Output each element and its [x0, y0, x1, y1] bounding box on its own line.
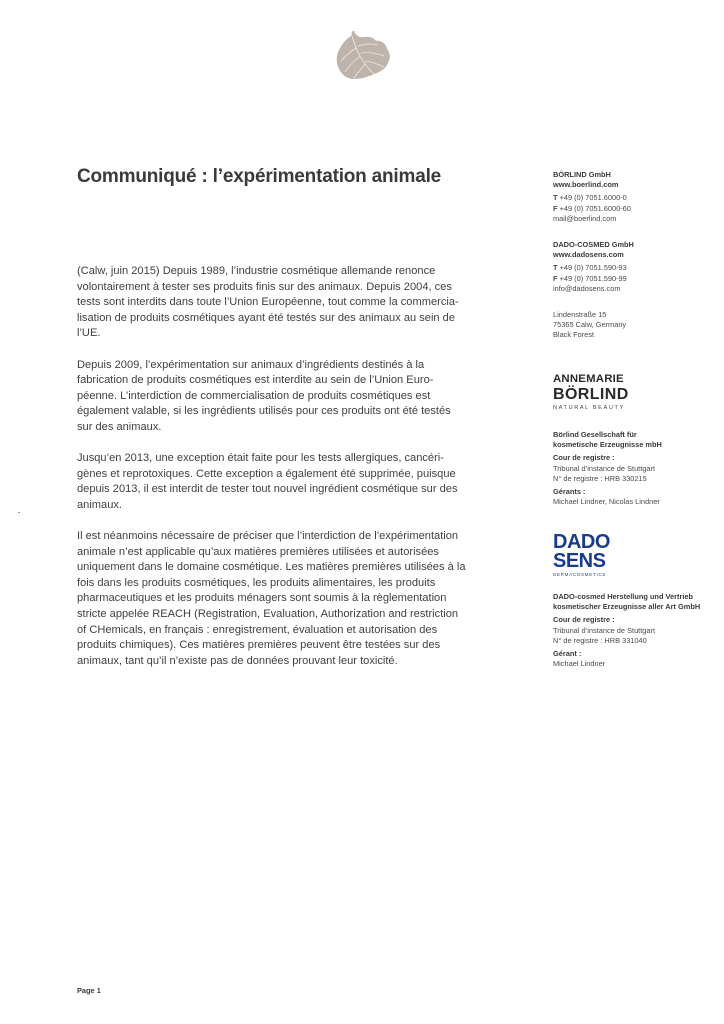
register-line: N° de registre : HRB 330215	[553, 473, 647, 483]
address-line: Black Forest	[553, 330, 595, 340]
dado-sens-logo: DADO SENS DERMACOSMETICS	[553, 531, 610, 577]
text-line: (Calw, juin 2015) Depuis 1989, l’industrie cosmétique allemande renonce	[77, 265, 436, 277]
text-line: pharmaceutiques et les produits ménagers sont soumis à la règlementation	[77, 592, 447, 605]
text-line: uniquement dans le domaine cosmétique. Les matières premières utilisées à la	[77, 561, 466, 574]
text-line: tests sont interdits dans toute l’Union Européenne, tout comme la commercia-	[77, 296, 459, 309]
website-link[interactable]: www.boerlind.com	[553, 180, 619, 190]
email-link[interactable]: info@dadosens.com	[553, 283, 621, 293]
text-line: animaux, tant qu’il n’existe pas de données prouvant leur toxicité.	[77, 654, 398, 667]
company-legal-name: kosmetischer Erzeugnisse aller Art GmbH	[553, 602, 701, 612]
text-line: animaux.	[77, 498, 123, 511]
address-line: 75365 Calw, Germany	[553, 320, 627, 330]
fax-line: F +49 (0) 7051.590-99	[553, 273, 627, 283]
text-line: produits chimiques). Ces matières premières peuvent être testées sur des	[77, 639, 441, 652]
fax-line: F +49 (0) 7051.6000-60	[553, 203, 631, 213]
phone-line: T +49 (0) 7051.590-93	[553, 263, 627, 273]
company-name: BÖRLIND GmbH	[553, 170, 611, 179]
text-line: stricte appelée REACH (Registration, Evaluation, Authorization and restriction	[77, 608, 459, 621]
text-line: l’UE.	[77, 327, 101, 340]
company-legal-name: Börlind Gesellschaft für	[553, 430, 637, 439]
text-line: animale n’est applicable qu’aux matières premières utilisées et autorisées	[77, 545, 439, 558]
text-line: fois dans les produits cosmétiques, les produits alimentaires, les produits	[77, 576, 436, 589]
company-name: DADO-COSMED GmbH	[553, 240, 634, 249]
phone-line: T +49 (0) 7051.6000-0	[553, 193, 627, 203]
managers-label: Gérants :	[553, 487, 586, 497]
company-legal-name: kosmetische Erzeugnisse mbH	[553, 440, 662, 450]
text-line: sur des animaux.	[77, 420, 162, 433]
body-text	[77, 264, 513, 685]
margin-mark	[18, 512, 20, 513]
text-line: fabrication de produits cosmétiques est interdite au sein de l’Union Euro-	[77, 374, 434, 387]
text-line: volontairement à tester ses produits finis sur des animaux. Depuis 2004, ces	[77, 280, 452, 293]
text-line: également valable, si les ingrédients utilisés pour ces produits ont été testés	[77, 405, 451, 418]
company-legal-name: DADO-cosmed Herstellung und Vertrieb	[553, 592, 694, 601]
register-line: N° de registre : HRB 331040	[553, 635, 647, 645]
register-label: Cour de registre :	[553, 453, 615, 463]
text-line: Jusqu’en 2013, une exception était faite pour les tests allergiques, cancéri-	[77, 452, 444, 465]
text-line: Depuis 2009, l’expérimentation sur animaux d’ingrédients destinés à la	[77, 358, 425, 371]
text-line: Il est néanmoins nécessaire de préciser que l’interdiction de l’expérimentation	[77, 530, 459, 543]
boerlind-legal	[553, 430, 713, 507]
dado-contact	[553, 240, 713, 294]
website-link[interactable]: www.dadosens.com	[553, 250, 624, 260]
text-line: péenne. L’interdiction de commercialisation de produits cosmétiques est	[77, 389, 431, 402]
text-line: lisation de produits cosmétiques ayant été testés sur des animaux au sein de	[77, 311, 456, 324]
email-link[interactable]: mail@boerlind.com	[553, 213, 617, 223]
text-line: gènes et reprotoxiques. Cette exception a également été supprimée, puisque	[77, 467, 456, 480]
address-block	[553, 310, 713, 341]
paragraph	[77, 529, 513, 669]
address-line: Lindenstraße 15	[553, 310, 607, 319]
leaf-logo-icon	[334, 28, 392, 82]
register-label: Cour de registre :	[553, 615, 615, 625]
text-line: depuis 2013, il est interdit de tester tout nouvel ingrédient cosmétique sur des	[77, 483, 458, 496]
page-title: Communiqué : l’expérimentation animale	[77, 166, 442, 187]
register-line: Tribunal d’instance de Stuttgart	[553, 463, 656, 473]
paragraph	[77, 264, 513, 342]
page-number: Page 1	[77, 986, 101, 995]
paragraph	[77, 451, 513, 513]
register-line: Tribunal d’instance de Stuttgart	[553, 625, 656, 635]
managers-label: Gérant :	[553, 649, 582, 659]
text-line: of CHemicals, en français : enregistrement, évaluation et autorisation des	[77, 623, 438, 636]
dado-legal	[553, 592, 713, 669]
managers-names: Michael Lindner	[553, 659, 606, 669]
boerlind-contact	[553, 170, 713, 224]
annemarie-boerlind-logo: ANNEMARIE BÖRLIND NATURAL BEAUTY	[553, 373, 629, 411]
managers-names: Michael Lindner, Nicolas Lindner	[553, 497, 660, 507]
paragraph	[77, 358, 513, 436]
